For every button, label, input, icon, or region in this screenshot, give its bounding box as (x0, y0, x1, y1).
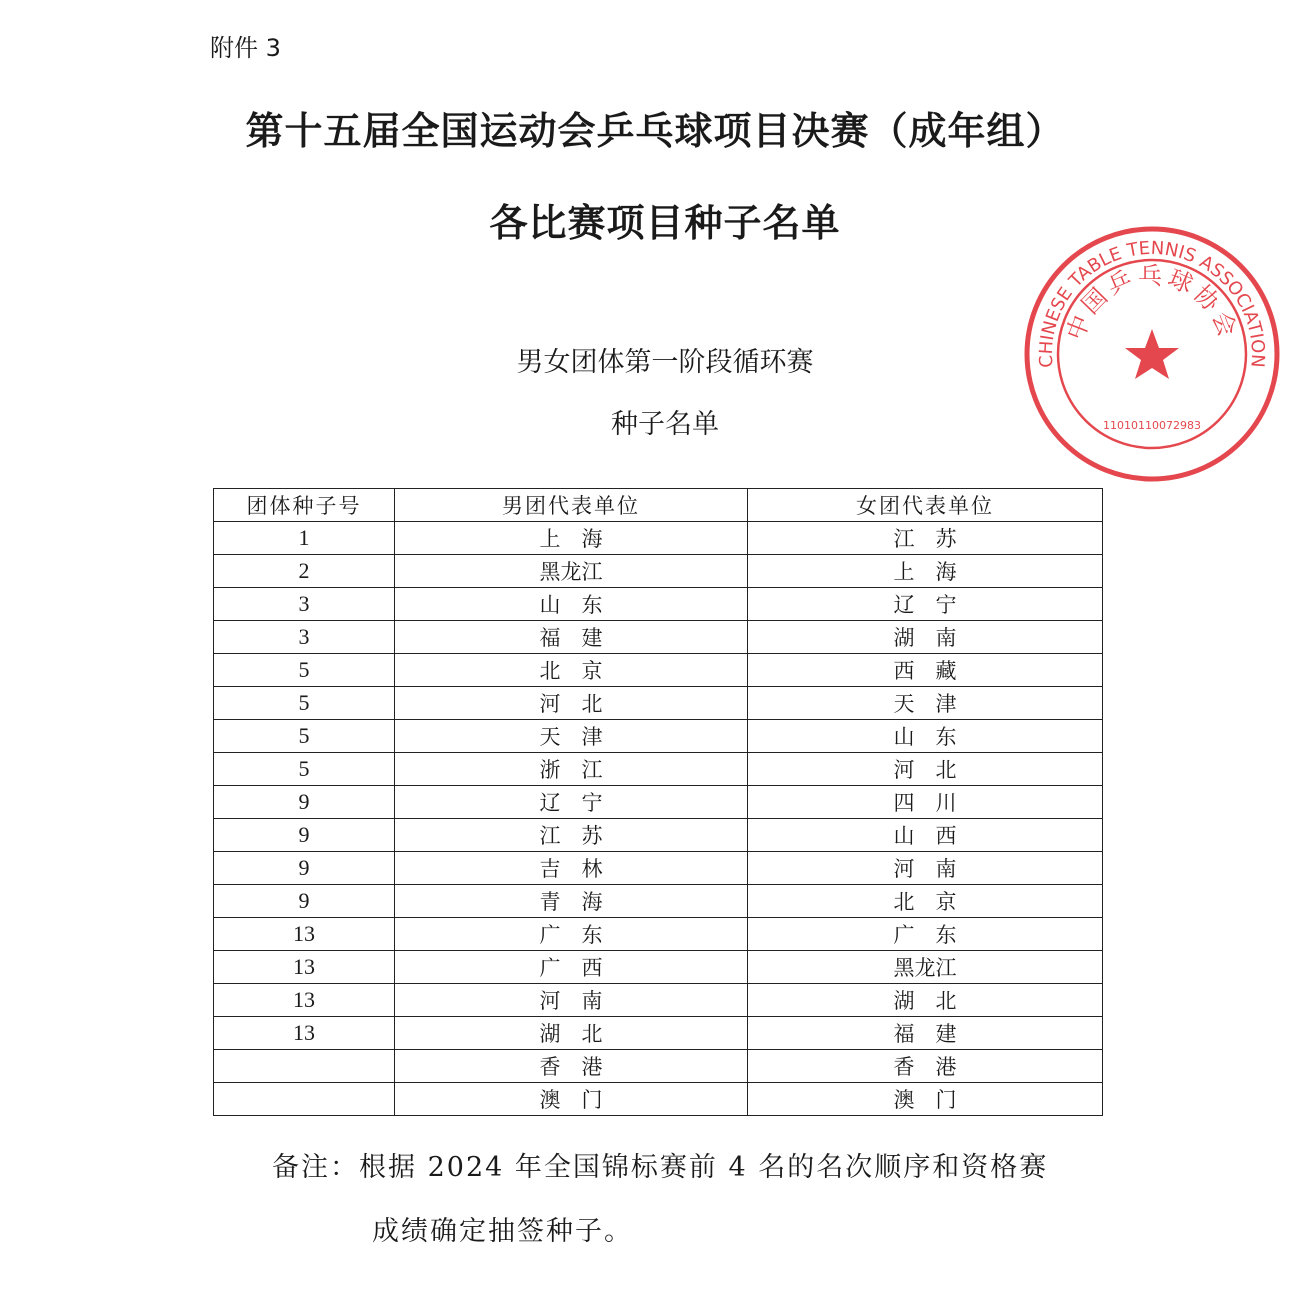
seed-number: 1 (214, 522, 395, 555)
seed-number: 13 (214, 1017, 395, 1050)
seed-number: 13 (214, 951, 395, 984)
note-line-1: 备注：根据 2024 年全国锦标赛前 4 名的名次顺序和资格赛 (272, 1152, 1049, 1183)
seal-inner-text: 中国乒乓球协会 (1061, 262, 1243, 344)
men-team: 浙 江 (395, 753, 748, 786)
note-line-2: 成绩确定抽签种子。 (372, 1216, 633, 1247)
table-row (214, 819, 1103, 852)
seed-number: 13 (214, 918, 395, 951)
seed-number: 5 (214, 753, 395, 786)
seed-number: 5 (214, 654, 395, 687)
section-title: 男女团体第一阶段循环赛 (516, 347, 814, 378)
women-team: 天 津 (748, 687, 1103, 720)
men-team: 广 西 (395, 951, 748, 984)
table-row (214, 588, 1103, 621)
table-row (214, 1083, 1103, 1116)
star-icon (1125, 329, 1179, 379)
official-seal (1022, 224, 1282, 484)
men-team: 广 东 (395, 918, 748, 951)
women-team: 河 南 (748, 852, 1103, 885)
section-subtitle: 种子名单 (611, 409, 719, 440)
men-team: 河 南 (395, 984, 748, 1017)
seed-table (213, 488, 1103, 1116)
table-header-row (214, 489, 1103, 522)
men-team: 吉 林 (395, 852, 748, 885)
header-seed: 团体种子号 (214, 489, 395, 522)
table-row (214, 522, 1103, 555)
seal-outer-text: CHINESE TABLE TENNIS ASSOCIATION (1035, 237, 1269, 369)
table-row (214, 621, 1103, 654)
men-team: 湖 北 (395, 1017, 748, 1050)
header-women: 女团代表单位 (748, 489, 1103, 522)
table-row (214, 885, 1103, 918)
seed-number (214, 1083, 395, 1116)
table-row (214, 687, 1103, 720)
table-row (214, 852, 1103, 885)
men-team: 辽 宁 (395, 786, 748, 819)
seed-number: 9 (214, 819, 395, 852)
table-row (214, 555, 1103, 588)
men-team: 澳 门 (395, 1083, 748, 1116)
women-team: 河 北 (748, 753, 1103, 786)
women-team: 湖 南 (748, 621, 1103, 654)
women-team: 香 港 (748, 1050, 1103, 1083)
seal-number: 11010110072983 (1103, 419, 1201, 432)
seed-number (214, 1050, 395, 1083)
women-team: 澳 门 (748, 1083, 1103, 1116)
table-row (214, 786, 1103, 819)
table-row (214, 654, 1103, 687)
men-team: 北 京 (395, 654, 748, 687)
women-team: 福 建 (748, 1017, 1103, 1050)
seed-number: 9 (214, 786, 395, 819)
table-row (214, 753, 1103, 786)
women-team: 山 东 (748, 720, 1103, 753)
table-row (214, 720, 1103, 753)
seed-number: 3 (214, 588, 395, 621)
document-title: 第十五届全国运动会乒乓球项目决赛（成年组） (245, 108, 1065, 153)
men-team: 香 港 (395, 1050, 748, 1083)
seed-number: 5 (214, 720, 395, 753)
women-team: 西 藏 (748, 654, 1103, 687)
women-team: 山 西 (748, 819, 1103, 852)
women-team: 黑龙江 (748, 951, 1103, 984)
women-team: 上 海 (748, 555, 1103, 588)
header-men: 男团代表单位 (395, 489, 748, 522)
table-row (214, 1017, 1103, 1050)
men-team: 福 建 (395, 621, 748, 654)
men-team: 天 津 (395, 720, 748, 753)
women-team: 北 京 (748, 885, 1103, 918)
men-team: 黑龙江 (395, 555, 748, 588)
men-team: 山 东 (395, 588, 748, 621)
table-row (214, 918, 1103, 951)
women-team: 湖 北 (748, 984, 1103, 1017)
seed-number: 3 (214, 621, 395, 654)
seed-number: 9 (214, 885, 395, 918)
men-team: 江 苏 (395, 819, 748, 852)
table-row (214, 951, 1103, 984)
women-team: 江 苏 (748, 522, 1103, 555)
men-team: 河 北 (395, 687, 748, 720)
seed-number: 13 (214, 984, 395, 1017)
seed-number: 2 (214, 555, 395, 588)
table-row (214, 1050, 1103, 1083)
seed-number: 9 (214, 852, 395, 885)
seed-number: 5 (214, 687, 395, 720)
attachment-label: 附件 3 (210, 34, 281, 62)
document-subtitle: 各比赛项目种子名单 (489, 200, 841, 245)
men-team: 青 海 (395, 885, 748, 918)
table-row (214, 984, 1103, 1017)
women-team: 四 川 (748, 786, 1103, 819)
men-team: 上 海 (395, 522, 748, 555)
women-team: 辽 宁 (748, 588, 1103, 621)
women-team: 广 东 (748, 918, 1103, 951)
